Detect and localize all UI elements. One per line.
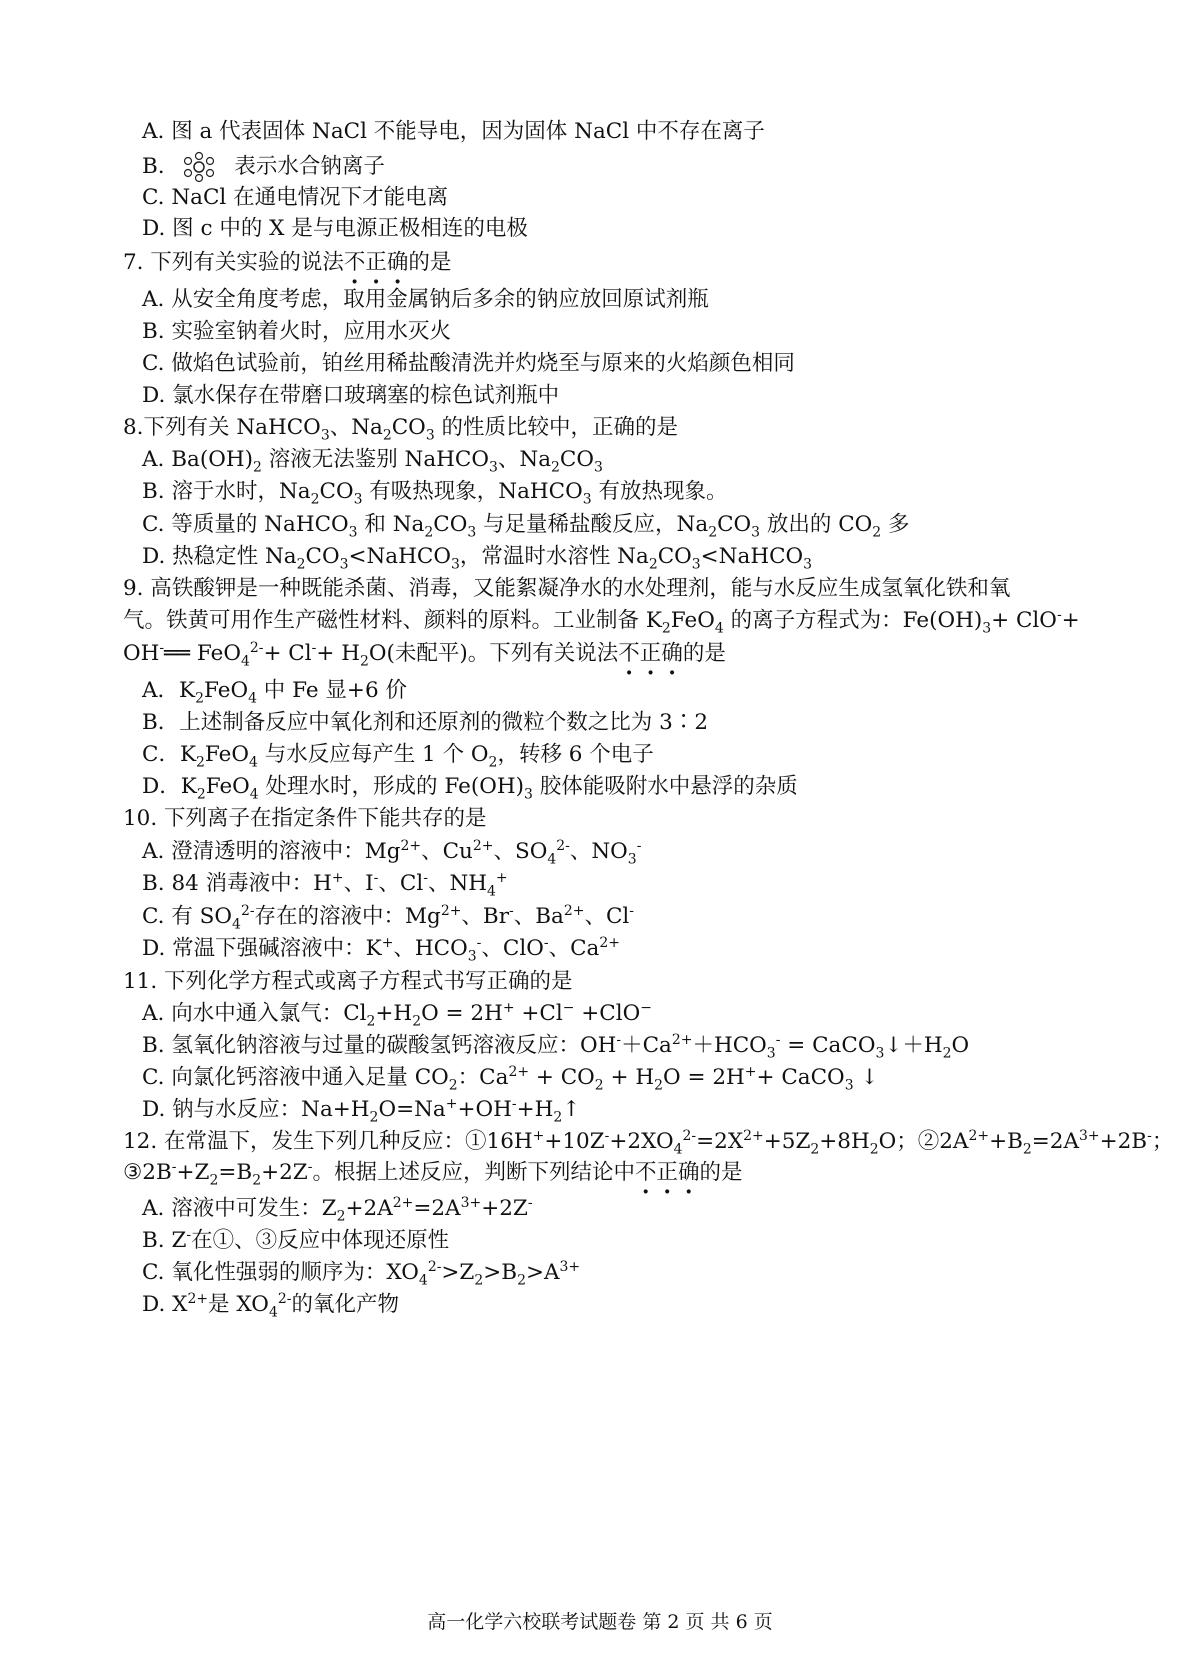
q10-option-a: A. 澄清透明的溶液中：$Mg^{2+}$、$Cu^{2+}$、$SO_4^{2-}$、$NO_3^-$	[142, 837, 642, 868]
q8-option-b: B. 溶于水时，$Na_2CO_3$ 有吸热现象，NaHCO$_3$ 有放热现象。	[142, 479, 728, 508]
q7-option-d: D. 氯水保存在带磨口玻璃塞的棕色试剂瓶中	[142, 383, 560, 408]
q12-option-b: B. Z-在①、③反应中体现还原性	[142, 1226, 450, 1253]
q12-stem-line2: $③2B^-+Z_2=B_2+2Z^-$。根据上述反应，判断下列结论中不正确的是	[123, 1158, 743, 1189]
q9-option-b: B．上述制备反应中氧化剂和还原剂的微粒个数之比为 3∶2	[142, 710, 708, 735]
q11-stem: 11. 下列化学方程式或离子方程式书写正确的是	[123, 969, 573, 994]
q11-option-b: B. 氢氧化钠溶液与过量的碳酸氢钙溶液反应：$OH^-+Ca^{2+}+HCO_3^-$ = $CaCO_3↓+H_2O$	[142, 1031, 970, 1062]
q8-stem: 8.下列有关 NaHCO$_3$、$Na_2CO_3$ 的性质比较中，正确的是	[123, 415, 679, 444]
q6-option-c: C. NaCl 在通电情况下才能电离	[142, 185, 449, 210]
q9-stem-line2: 气。铁黄可用作生产磁性材料、颜料的原料。工业制备 $K_2FeO_4$ 的离子方程式为：$Fe(OH)_3+ ClO^-+$	[123, 606, 1080, 637]
q9-stem-line3: OH-══ $FeO_4^{2-}+ Cl^-+ H_2O$(未配平)。下列有关说法不正确的是	[123, 639, 726, 670]
q11-option-d: D. 钠与水反应：$Na+H_2O=Na^++OH^-+H_2↑$	[142, 1095, 581, 1126]
q7-option-c: C. 做焰色试验前，铂丝用稀盐酸清洗并灼烧至与原来的火焰颜色相同	[142, 351, 795, 376]
q9-option-a: A．$K_2FeO_4$ 中 Fe 显+6 价	[142, 678, 407, 707]
q8-option-a: A. $Ba(OH)_2$ 溶液无法鉴别 NaHCO$_3$、$Na_2CO_3$	[142, 447, 603, 476]
q8-option-c: C. 等质量的 NaHCO$_3$ 和 $Na_2CO_3$ 与足量稀盐酸反应，$Na_2CO_3$ 放出的 $CO_2$ 多	[142, 512, 910, 541]
q8-option-d: D. 热稳定性 $Na_2CO_3<NaHCO_3$，常温时水溶性 $Na_2CO_3<NaHCO_3$	[142, 544, 813, 573]
q7-option-b: B. 实验室钠着火时，应用水灭火	[142, 319, 451, 344]
q11-option-a: A. 向水中通入氯气：$Cl_2+H_2O = 2H^+ +Cl^- +ClO^-$	[142, 999, 652, 1030]
q9-stem-line1: 9. 高铁酸钾是一种既能杀菌、消毒，又能絮凝净水的水处理剂，能与水反应生成氢氧化铁和氧	[123, 576, 1011, 601]
q12-option-d: D. $X^{2+}$是 $XO_4^{2-}$的氧化产物	[142, 1290, 399, 1321]
q10-option-c: C. 有 $SO_4^{2-}$存在的溶液中：$Mg^{2+}$、Br-、$Ba^{2+}$、Cl-	[142, 902, 635, 933]
q7-option-a: A. 从安全角度考虑，取用金属钠后多余的钠应放回原试剂瓶	[142, 287, 709, 312]
q6-option-b: B. 表示水合钠离子	[142, 151, 385, 183]
q9-option-c: C．$K_2FeO_4$ 与水反应每产生 1 个 $O_2$，转移 6 个电子	[142, 742, 654, 771]
q6-option-d: D. 图 c 中的 X 是与电源正极相连的电极	[142, 216, 528, 241]
q12-stem-line1: 12. 在常温下，发生下列几种反应：$①16H^++10Z^-+2XO_4^{2-}=2X^{2+}+5Z_2+8H_2O$；$②2A^{2+}+B_2=2A^{3+}+2B^-$；	[123, 1127, 1174, 1158]
page-footer: 高一化学六校联考试题卷 第 2 页 共 6 页	[427, 1611, 773, 1633]
q7-stem: 7. 下列有关实验的说法不正确的是	[123, 250, 452, 275]
q12-option-a: A. 溶液中可发生：$Z_2+2A^{2+}=2A^{3+}+2Z^-$	[142, 1194, 533, 1225]
q10-stem: 10. 下列离子在指定条件下能共存的是	[123, 806, 487, 831]
q10-option-b: B. 84 消毒液中：H+、I-、Cl-、$NH_4^+$	[142, 869, 508, 900]
q11-option-c: C. 向氯化钙溶液中通入足量 $CO_2$：$Ca^{2+} + CO_2 + H_2O = 2H^++$ CaCO$_3$ ↓	[142, 1063, 879, 1094]
q10-option-d: D. 常温下强碱溶液中：K+、$HCO_3^-$、ClO-、$Ca^{2+}$	[142, 934, 620, 965]
q12-option-c: C. 氧化性强弱的顺序为：$XO_4^{2-}>Z_2>B_2>A^{3+}$	[142, 1258, 581, 1289]
hydrated-sodium-ion-icon	[177, 151, 221, 183]
q6-option-a: A. 图 a 代表固体 NaCl 不能导电，因为固体 NaCl 中不存在离子	[142, 119, 765, 144]
q9-option-d: D．$K_2FeO_4$ 处理水时，形成的 $Fe(OH)_3$ 胶体能吸附水中悬浮的杂质	[142, 774, 798, 803]
